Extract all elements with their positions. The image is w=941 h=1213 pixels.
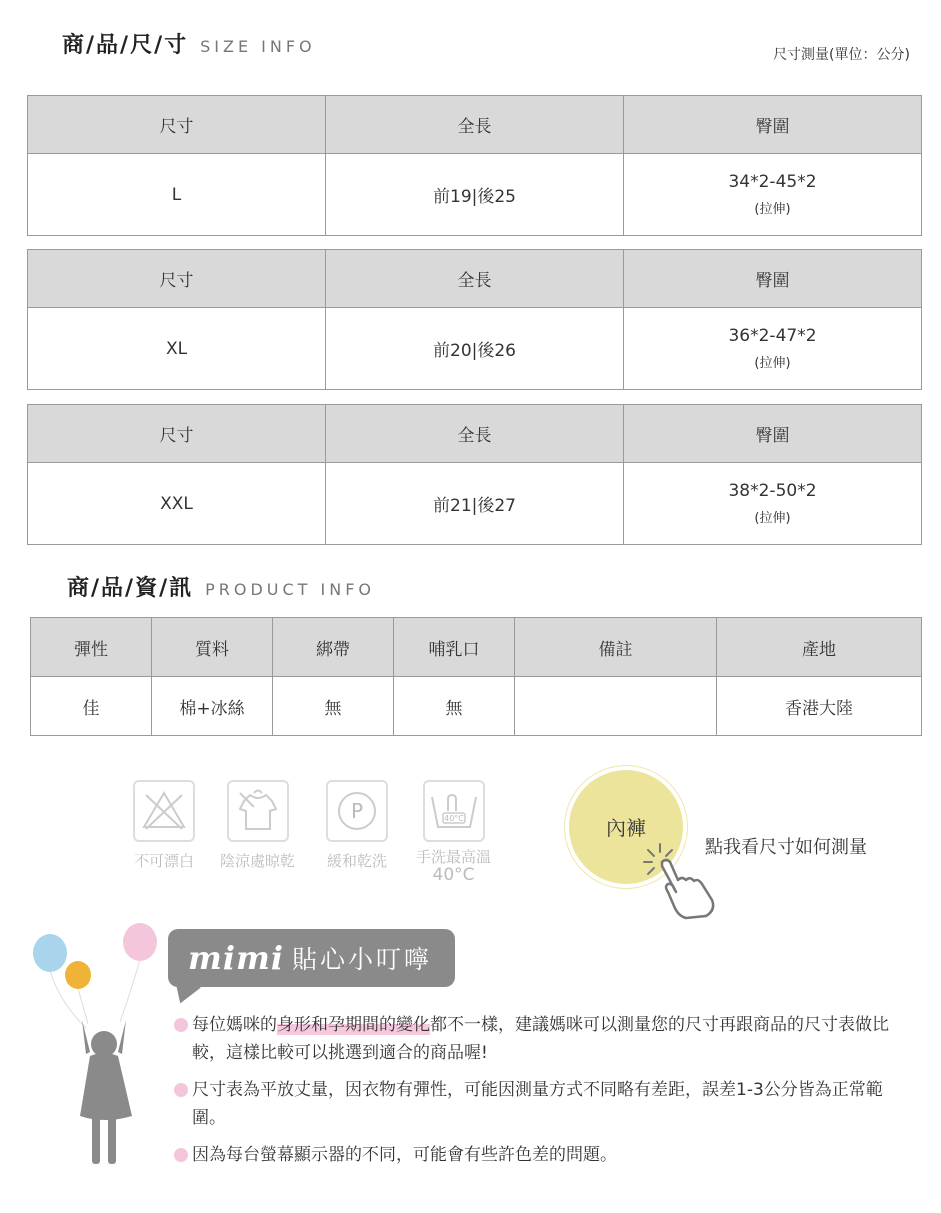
- cell-length: 前20|後26: [326, 308, 624, 390]
- tip-bullet: [174, 1083, 188, 1097]
- tip-item: [174, 1011, 904, 1067]
- header-length: 全長: [326, 405, 624, 463]
- tip-text: 每位媽咪的: [192, 1015, 277, 1035]
- value-strap: 無: [273, 677, 394, 736]
- balloon-blue: [33, 934, 67, 972]
- hip-value: 36*2-47*2: [728, 326, 817, 346]
- cell-length: 前21|後27: [326, 463, 624, 545]
- gentle-dry-glyph: P: [350, 799, 364, 823]
- cell-length: 前19|後25: [326, 154, 624, 236]
- tip-text: 因為每台螢幕顯示器的不同，可能會有些許色差的問題。: [192, 1145, 617, 1165]
- tip-text: 都不一樣，建議媽咪可以測量您的尺寸再跟商品的尺寸表做比較，這樣比較可以挑選到適合的商品喔!: [192, 1015, 889, 1063]
- value-nursing: 無: [394, 677, 515, 736]
- care-label-temp: 40°C: [432, 865, 475, 885]
- header-hip: 臀圍: [624, 405, 922, 463]
- hip-note: (拉伸): [754, 202, 791, 217]
- size-table-xxl: [27, 404, 922, 545]
- size-title-zh: 商/品/尺/寸: [62, 33, 189, 58]
- cell-size: XL: [28, 308, 326, 390]
- size-table-l: [27, 95, 922, 236]
- care-no-bleach: [133, 780, 195, 871]
- hip-note: (拉伸): [754, 511, 791, 526]
- product-info-table: [30, 617, 922, 736]
- tip-item: [174, 1141, 904, 1169]
- header-size: 尺寸: [28, 96, 326, 154]
- hip-value: 38*2-50*2: [728, 481, 817, 501]
- value-remarks: [515, 677, 717, 736]
- hand-wash-icon: [423, 780, 485, 842]
- care-label: 不可漂白: [133, 852, 194, 870]
- cell-hip: [624, 463, 922, 545]
- size-table-xl: [27, 249, 922, 390]
- tip-item: [174, 1076, 904, 1132]
- girl-silhouette: [80, 1020, 132, 1164]
- cell-size: L: [28, 154, 326, 236]
- tip-highlight: 身形和孕期間的變化: [277, 1015, 430, 1035]
- unit-note: 尺寸測量(單位：公分): [773, 47, 910, 63]
- tip-bullet: [174, 1018, 188, 1032]
- care-label: 手洗最高溫: [416, 848, 492, 866]
- hip-value: 34*2-45*2: [728, 172, 817, 192]
- care-hand-wash: [416, 780, 491, 884]
- care-label: 陰涼處晾乾: [220, 852, 296, 870]
- product-title-zh: 商/品/資/訊: [67, 576, 194, 601]
- hip-note: (拉伸): [754, 356, 791, 371]
- header-strap: 綁帶: [273, 618, 394, 677]
- product-title-en: PRODUCT INFO: [205, 580, 376, 599]
- value-elasticity: 佳: [31, 677, 152, 736]
- care-gentle-dry: [326, 780, 388, 871]
- header-size: 尺寸: [28, 250, 326, 308]
- value-material: 棉+冰絲: [152, 677, 273, 736]
- tip-bullet: [174, 1148, 188, 1162]
- tips-brand: mimi: [188, 939, 285, 977]
- header-hip: 臀圍: [624, 250, 922, 308]
- girl-balloons-illustration: [28, 920, 168, 1170]
- header-elasticity: 彈性: [31, 618, 152, 677]
- size-section-title: [62, 28, 316, 59]
- cell-size: XXL: [28, 463, 326, 545]
- size-title-en: SIZE INFO: [200, 37, 316, 56]
- header-origin: 產地: [717, 618, 922, 677]
- header-length: 全長: [326, 96, 624, 154]
- care-label: 緩和乾洗: [326, 852, 387, 870]
- header-nursing: 哺乳口: [394, 618, 515, 677]
- no-bleach-icon: [133, 780, 195, 842]
- balloon-orange: [65, 961, 91, 989]
- value-origin: 香港大陸: [717, 677, 922, 736]
- measure-circle-label[interactable]: 內褲: [606, 816, 646, 840]
- header-hip: 臀圍: [624, 96, 922, 154]
- tips-banner: [168, 929, 455, 987]
- header-length: 全長: [326, 250, 624, 308]
- cell-hip: [624, 308, 922, 390]
- care-shade-dry: [220, 780, 295, 871]
- header-size: 尺寸: [28, 405, 326, 463]
- tips-title: 貼心小叮嚀: [292, 945, 433, 974]
- header-material: 質料: [152, 618, 273, 677]
- tip-text: 尺寸表為平放丈量，因衣物有彈性，可能因測量方式不同略有差距，誤差1-3公分皆為正常範圍。: [192, 1080, 883, 1128]
- measure-link[interactable]: 點我看尺寸如何測量: [705, 837, 867, 858]
- balloon-pink: [123, 923, 157, 961]
- cell-hip: [624, 154, 922, 236]
- hand-wash-glyph: 40°C: [443, 814, 464, 823]
- shade-dry-icon: [227, 780, 289, 842]
- product-section-title: [67, 571, 375, 602]
- header-remarks: 備註: [515, 618, 717, 677]
- gentle-dry-icon: [326, 780, 388, 842]
